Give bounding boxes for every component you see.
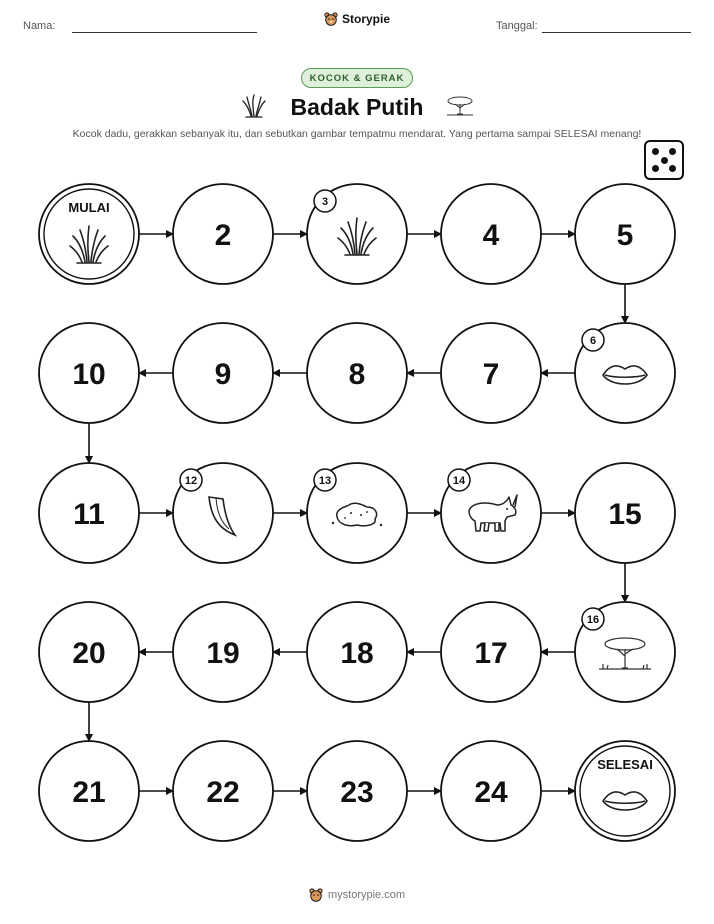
space-number: 8 xyxy=(348,358,366,391)
space-number: 15 xyxy=(608,498,642,531)
board-space xyxy=(39,741,139,841)
space-number: 10 xyxy=(72,358,106,391)
board-space xyxy=(39,602,139,702)
board-space xyxy=(575,602,675,702)
space-number-badge: 14 xyxy=(452,475,466,487)
space-number-badge: 6 xyxy=(589,335,597,347)
finish-label: SELESAI xyxy=(597,757,653,772)
board-space xyxy=(173,323,273,423)
footer-site: mystorypie.com xyxy=(327,889,406,901)
game-type-badge: KOCOK & GERAK xyxy=(301,68,413,88)
space-number: 22 xyxy=(206,776,240,809)
board-space xyxy=(441,741,541,841)
page-title: Badak Putih xyxy=(290,94,424,120)
space-number: 4 xyxy=(482,219,500,252)
space-number: 2 xyxy=(214,219,232,252)
board-space xyxy=(173,741,273,841)
board-space xyxy=(173,184,273,284)
board-space xyxy=(307,184,407,284)
space-number: 23 xyxy=(340,776,374,809)
board-space xyxy=(307,741,407,841)
board-space xyxy=(441,463,541,563)
instructions: Kocok dadu, gerakkan sebanyak itu, dan sebutkan gambar tempatmu mendarat. Yang pertama sampai SELESAI menang! xyxy=(72,128,642,140)
board-cells xyxy=(39,184,675,841)
board-space xyxy=(173,463,273,563)
space-number-badge: 3 xyxy=(321,196,329,208)
board-space xyxy=(307,602,407,702)
board-space xyxy=(575,184,675,284)
board-space xyxy=(307,323,407,423)
space-number: 7 xyxy=(482,358,500,391)
space-number: 17 xyxy=(474,637,508,670)
start-label: MULAI xyxy=(68,200,110,215)
board-space xyxy=(575,323,675,423)
board-space xyxy=(173,602,273,702)
board-space xyxy=(39,323,139,423)
space-number-badge: 13 xyxy=(318,475,332,487)
space-number: 9 xyxy=(214,358,232,391)
name-label: Nama: xyxy=(23,20,56,32)
space-number-badge: 12 xyxy=(184,475,198,487)
finish-space xyxy=(575,741,675,841)
brand-name: Storypie xyxy=(342,12,391,26)
board-space xyxy=(441,323,541,423)
space-number: 19 xyxy=(206,637,240,670)
space-number-badge: 16 xyxy=(586,614,600,626)
space-number: 20 xyxy=(72,637,106,670)
space-number: 18 xyxy=(340,637,374,670)
board-space xyxy=(441,184,541,284)
board-space xyxy=(441,602,541,702)
board-space xyxy=(307,463,407,563)
board-space xyxy=(575,463,675,563)
bear-mascot-icon xyxy=(309,888,323,902)
date-label: Tanggal: xyxy=(496,20,538,32)
start-space xyxy=(39,184,139,284)
space-number: 21 xyxy=(72,776,106,809)
board-space xyxy=(39,463,139,563)
space-number: 24 xyxy=(474,776,508,809)
footer xyxy=(0,888,714,902)
lips-icon xyxy=(603,792,647,810)
space-number: 11 xyxy=(73,498,105,531)
space-number: 5 xyxy=(616,219,634,252)
lips-icon xyxy=(603,366,647,384)
